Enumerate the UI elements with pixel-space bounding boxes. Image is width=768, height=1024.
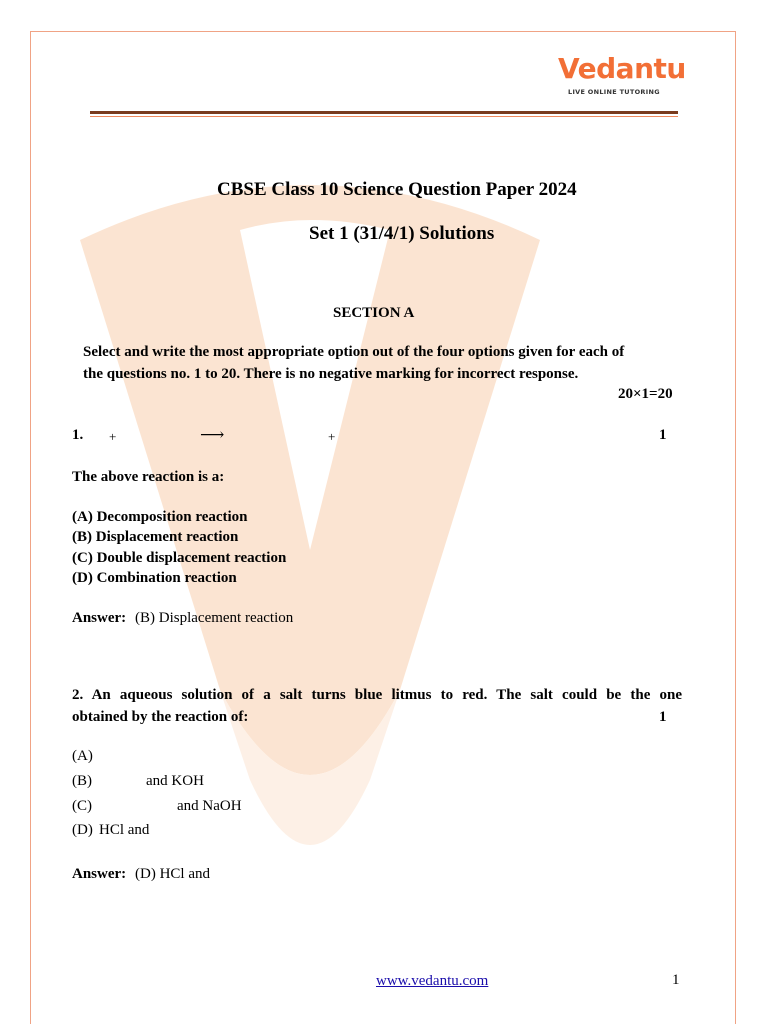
logo-wordmark: Vedantu <box>558 52 686 85</box>
logo-tagline: LIVE ONLINE TUTORING <box>568 88 660 96</box>
q2-marks: 1 <box>659 709 667 725</box>
q2-option-b-label: (B) <box>72 773 92 789</box>
q1-answer-label: Answer: <box>72 610 127 626</box>
q1-arrow: ⟶ <box>200 425 225 444</box>
header-rule-thin <box>90 116 678 117</box>
q2-option-b-text: and KOH <box>146 773 204 789</box>
q1-option-b: (B) Displacement reaction <box>72 529 239 545</box>
q2-question-line-1: 2. An aqueous solution of a salt turns blue litmus to red. The salt could be the one <box>72 687 682 703</box>
page-subtitle: Set 1 (31/4/1) Solutions <box>309 223 495 244</box>
q1-plus-2: + <box>328 429 336 444</box>
q2-option-d-label: (D) <box>72 822 93 838</box>
q1-marks: 1 <box>659 427 667 443</box>
q1-option-d: (D) Combination reaction <box>72 570 237 586</box>
section-heading: SECTION A <box>333 305 415 321</box>
page-number: 1 <box>672 972 680 988</box>
q2-answer-label: Answer: <box>72 866 127 882</box>
instruction-line-1: Select and write the most appropriate option out of the four options given for each of <box>83 344 625 360</box>
q2-option-a-label: (A) <box>72 748 93 764</box>
q2-answer-text: (D) HCl and <box>135 866 210 882</box>
footer-website-link[interactable]: www.vedantu.com <box>376 973 489 989</box>
page-title: CBSE Class 10 Science Question Paper 2024 <box>217 179 577 200</box>
q2-option-c-text: and NaOH <box>177 798 242 814</box>
q1-plus-1: + <box>109 429 117 444</box>
section-marks: 20×1=20 <box>618 386 673 402</box>
q1-option-a: (A) Decomposition reaction <box>72 509 248 525</box>
instruction-line-2: the questions no. 1 to 20. There is no negative marking for incorrect response. <box>83 366 579 382</box>
q1-option-c: (C) Double displacement reaction <box>72 550 287 566</box>
q2-question-line-2: obtained by the reaction of: <box>72 709 249 725</box>
q1-number: 1. <box>72 427 84 443</box>
header-rule <box>90 111 678 114</box>
q1-question: The above reaction is a: <box>72 469 225 485</box>
q2-option-c-label: (C) <box>72 798 92 814</box>
vedantu-logo <box>558 52 686 98</box>
q1-answer-text: (B) Displacement reaction <box>135 610 294 626</box>
q2-option-d-text: HCl and <box>99 822 150 838</box>
